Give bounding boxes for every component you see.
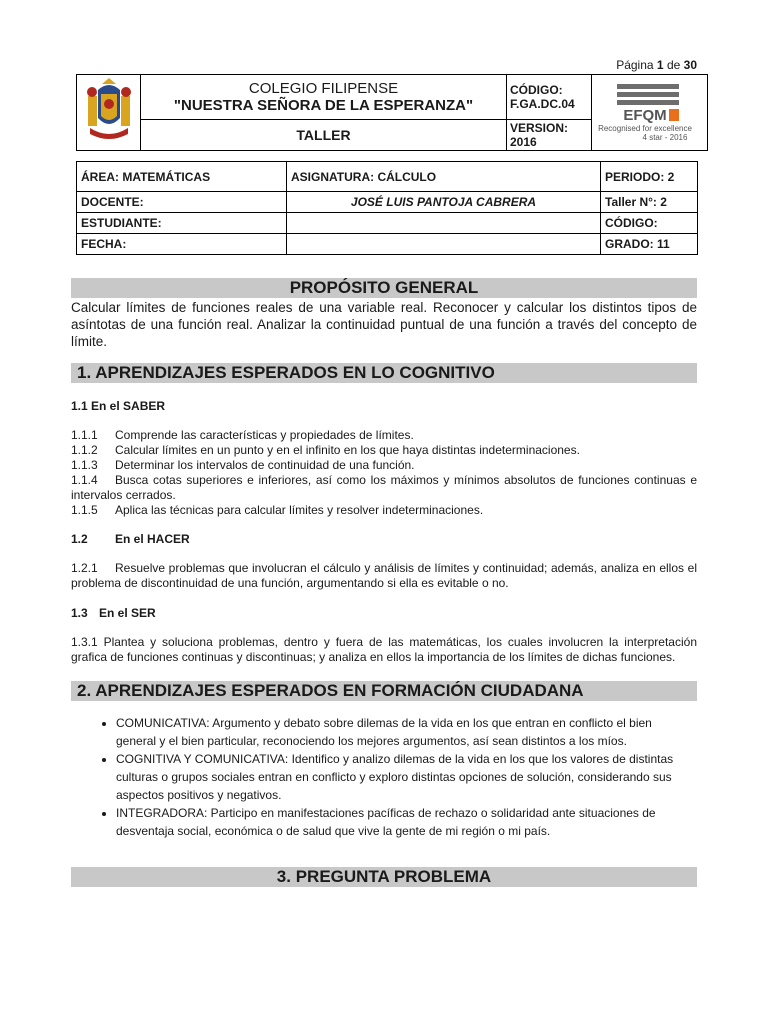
- section-2-heading: 2. APRENDIZAJES ESPERADOS EN FORMACIÓN CIUDADANA: [71, 681, 697, 701]
- fecha-field[interactable]: [287, 234, 601, 255]
- ser-text: 1.3.1 Plantea y soluciona problemas, dentro y fuera de las matemáticas, los cuales involucren la interpretación grafica de funciones continuas y discontinuas; y analiza en ellos la importancia de los límites de dichas funciones.: [71, 635, 697, 664]
- code-cell: CÓDIGO: F.GA.DC.04: [507, 75, 592, 120]
- ser-heading: 1.3 En el SER: [71, 606, 156, 620]
- ciudadana-list: [71, 714, 691, 840]
- list-item: • COMUNICATIVA: Argumento y debato sobre dilemas de la vida en los que entran en conflicto el bien general y el bien particular, reconociendo los mejores argumentos, así sean distintos a los míos.: [116, 714, 691, 750]
- section-1-heading: 1. APRENDIZAJES ESPERADOS EN LO COGNITIVO: [71, 363, 697, 383]
- list-item: 1.1.3 Determinar los intervalos de continuidad de una función.: [71, 458, 415, 472]
- page-number: Página 1 de 30: [616, 58, 697, 72]
- list-item: 1.1.5 Aplica las técnicas para calcular límites y resolver indeterminaciones.: [71, 503, 484, 517]
- list-item: 1.1.4 Busca cotas superiores e inferiores, así como los máximos y mínimos absolutos de funciones continuas e intervalos cerrados.: [71, 473, 697, 502]
- list-item: 1.1.1 Comprende las características y propiedades de límites.: [71, 428, 414, 442]
- svg-text:Recognised for excellence: Recognised for excellence: [597, 124, 692, 133]
- estudiante-label: ESTUDIANTE:: [77, 213, 287, 234]
- list-item: • COGNITIVA Y COMUNICATIVA: Identifico y analizo dilemas de la vida en los que los valores de distintas culturas o grupos sociales entran en conflicto y exploro distintas opciones de solución, considerando sus aspectos positivos y negativos.: [116, 750, 691, 804]
- document-type: TALLER: [141, 120, 507, 151]
- area-cell: ÁREA: MATEMÁTICAS: [77, 162, 287, 192]
- hacer-text: 1.2.1 Resuelve problemas que involucran el cálculo y análisis de límites y continuidad; además, analiza en ellos el problema de discontinuidad de una función, argumentando si ella es evitable o no.: [71, 561, 697, 590]
- section-3-heading: 3. PREGUNTA PROBLEMA: [71, 867, 697, 887]
- asignatura-cell: ASIGNATURA: CÁLCULO: [287, 162, 601, 192]
- docente-label: DOCENTE:: [77, 192, 287, 213]
- grado-cell: GRADO: 11: [601, 234, 698, 255]
- hacer-heading: 1.2 En el HACER: [71, 532, 190, 546]
- estudiante-field[interactable]: [287, 213, 601, 234]
- list-item: 1.1.2 Calcular límites en un punto y en el infinito en los que haya distintas indeterminaciones.: [71, 443, 580, 457]
- school-crest-icon: [77, 75, 141, 151]
- svg-text:EFQM: EFQM: [622, 107, 667, 124]
- saber-heading: 1.1 En el SABER: [71, 399, 166, 413]
- fecha-label: FECHA:: [77, 234, 287, 255]
- saber-list: [71, 428, 697, 518]
- document-header: [76, 74, 708, 151]
- list-item: • INTEGRADORA: Participo en manifestaciones pacíficas de rechazo o solidaridad ante situaciones de desventaja social, económica o de salud que vive la gente de mi región o mi país.: [116, 804, 691, 840]
- docente-value: JOSÉ LUIS PANTOJA CABRERA: [287, 192, 601, 213]
- codigo-label: CÓDIGO:: [601, 213, 698, 234]
- svg-text:4 star - 2016: 4 star - 2016: [642, 133, 687, 142]
- taller-number: Taller N°: 2: [601, 192, 698, 213]
- periodo-cell: PERIODO: 2: [601, 162, 698, 192]
- proposito-text: Calcular límites de funciones reales de una variable real. Reconocer y calcular los distintos tipos de asíntotas de una función real. Analizar la continuidad puntual de una función a través del concepto de límite.: [71, 300, 697, 349]
- student-info-table: [76, 161, 698, 255]
- proposito-heading: PROPÓSITO GENERAL: [71, 278, 697, 298]
- school-name: COLEGIO FILIPENSE "NUESTRA SEÑORA DE LA ESPERANZA": [141, 75, 507, 120]
- efqm-logo: [592, 75, 708, 151]
- version-cell: VERSION: 2016: [507, 120, 592, 151]
